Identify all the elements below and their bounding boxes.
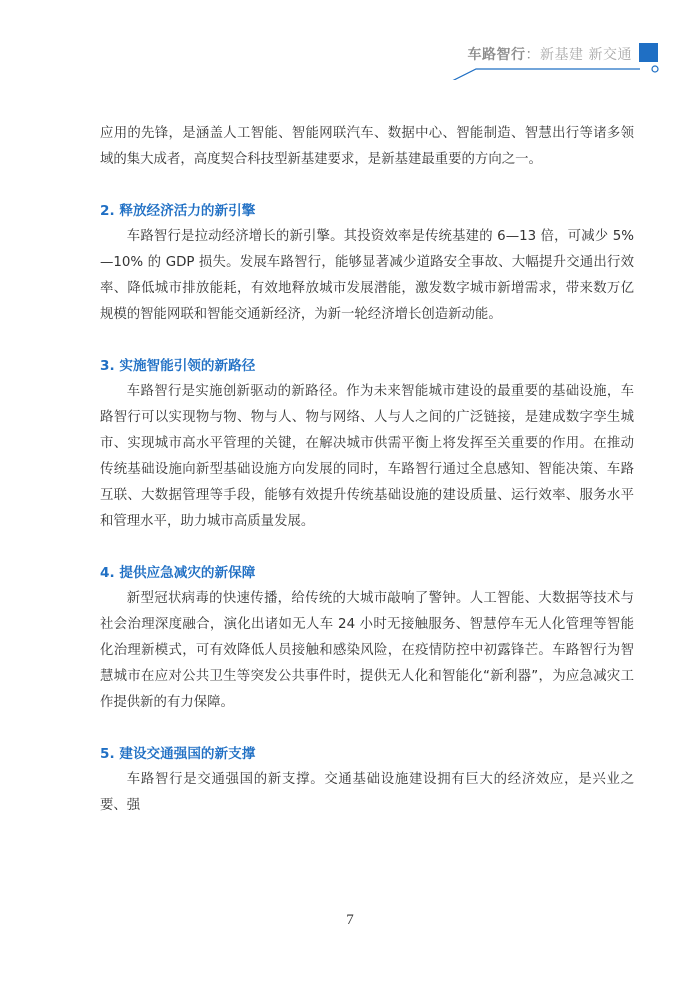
page-header	[0, 0, 700, 80]
section-paragraph-4: 新型冠状病毒的快速传播，给传统的大城市敲响了警钟。人工智能、大数据等技术与社会治理深度融合，演化出诸如无人车 24 小时无接触服务、智慧停车无人化管理等智能化治理新模式，可有效降低人员接触和感染风险，在疫情防控中初露锋芒。车路智行为智慧城市在应对公共卫生等突发公共事件时，提供无人化和智能化“新利器”，为应急减灾工作提供新的有力保障。	[100, 591, 634, 710]
section-heading-3: 3. 实施智能引领的新路径	[100, 358, 256, 374]
page-content	[100, 121, 634, 819]
header-accent-square	[639, 43, 658, 62]
section-heading-4: 4. 提供应急减灾的新保障	[100, 565, 256, 581]
header-decorative-line	[0, 0, 700, 80]
page-number: 7	[346, 912, 354, 928]
section-paragraph-3: 车路智行是实施创新驱动的新路径。作为未来智能城市建设的最重要的基础设施，车路智行可以实现物与物、物与人、物与网络、人与人之间的广泛链接，是建成数字孪生城市、实现城市高水平管理的关键，在解决城市供需平衡上将发挥至关重要的作用。在推动传统基础设施向新型基础设施方向发展的同时，车路智行通过全息感知、智能决策、车路互联、大数据管理等手段，能够有效提升传统基础设施的建设质量、运行效率、服务水平和管理水平，助力城市高质量发展。	[100, 384, 634, 529]
header-title-separator: ：	[525, 47, 541, 63]
header-title	[468, 46, 632, 64]
section-heading-5: 5. 建设交通强国的新支撑	[100, 746, 256, 762]
header-title-strong: 车路智行	[467, 47, 526, 63]
section-heading-2: 2. 释放经济活力的新引擎	[100, 203, 256, 219]
header-title-rest: 新基建 新交通	[540, 47, 632, 63]
section-paragraph-2: 车路智行是拉动经济增长的新引擎。其投资效率是传统基建的 6—13 倍，可减少 5%—10% 的 GDP 损失。发展车路智行，能够显著减少道路安全事故、大幅提升交通出行效率、降低城市排放能耗，有效地释放城市发展潜能，激发数字城市新增需求，带来数万亿规模的智能网联和智能交通新经济，为新一轮经济增长创造新动能。	[100, 229, 634, 322]
section-paragraph-5: 车路智行是交通强国的新支撑。交通基础设施建设拥有巨大的经济效应，是兴业之要、强	[100, 772, 634, 813]
intro-paragraph: 应用的先锋，是涵盖人工智能、智能网联汽车、数据中心、智能制造、智慧出行等诸多领域的集大成者，高度契合科技型新基建要求，是新基建最重要的方向之一。	[100, 126, 634, 167]
